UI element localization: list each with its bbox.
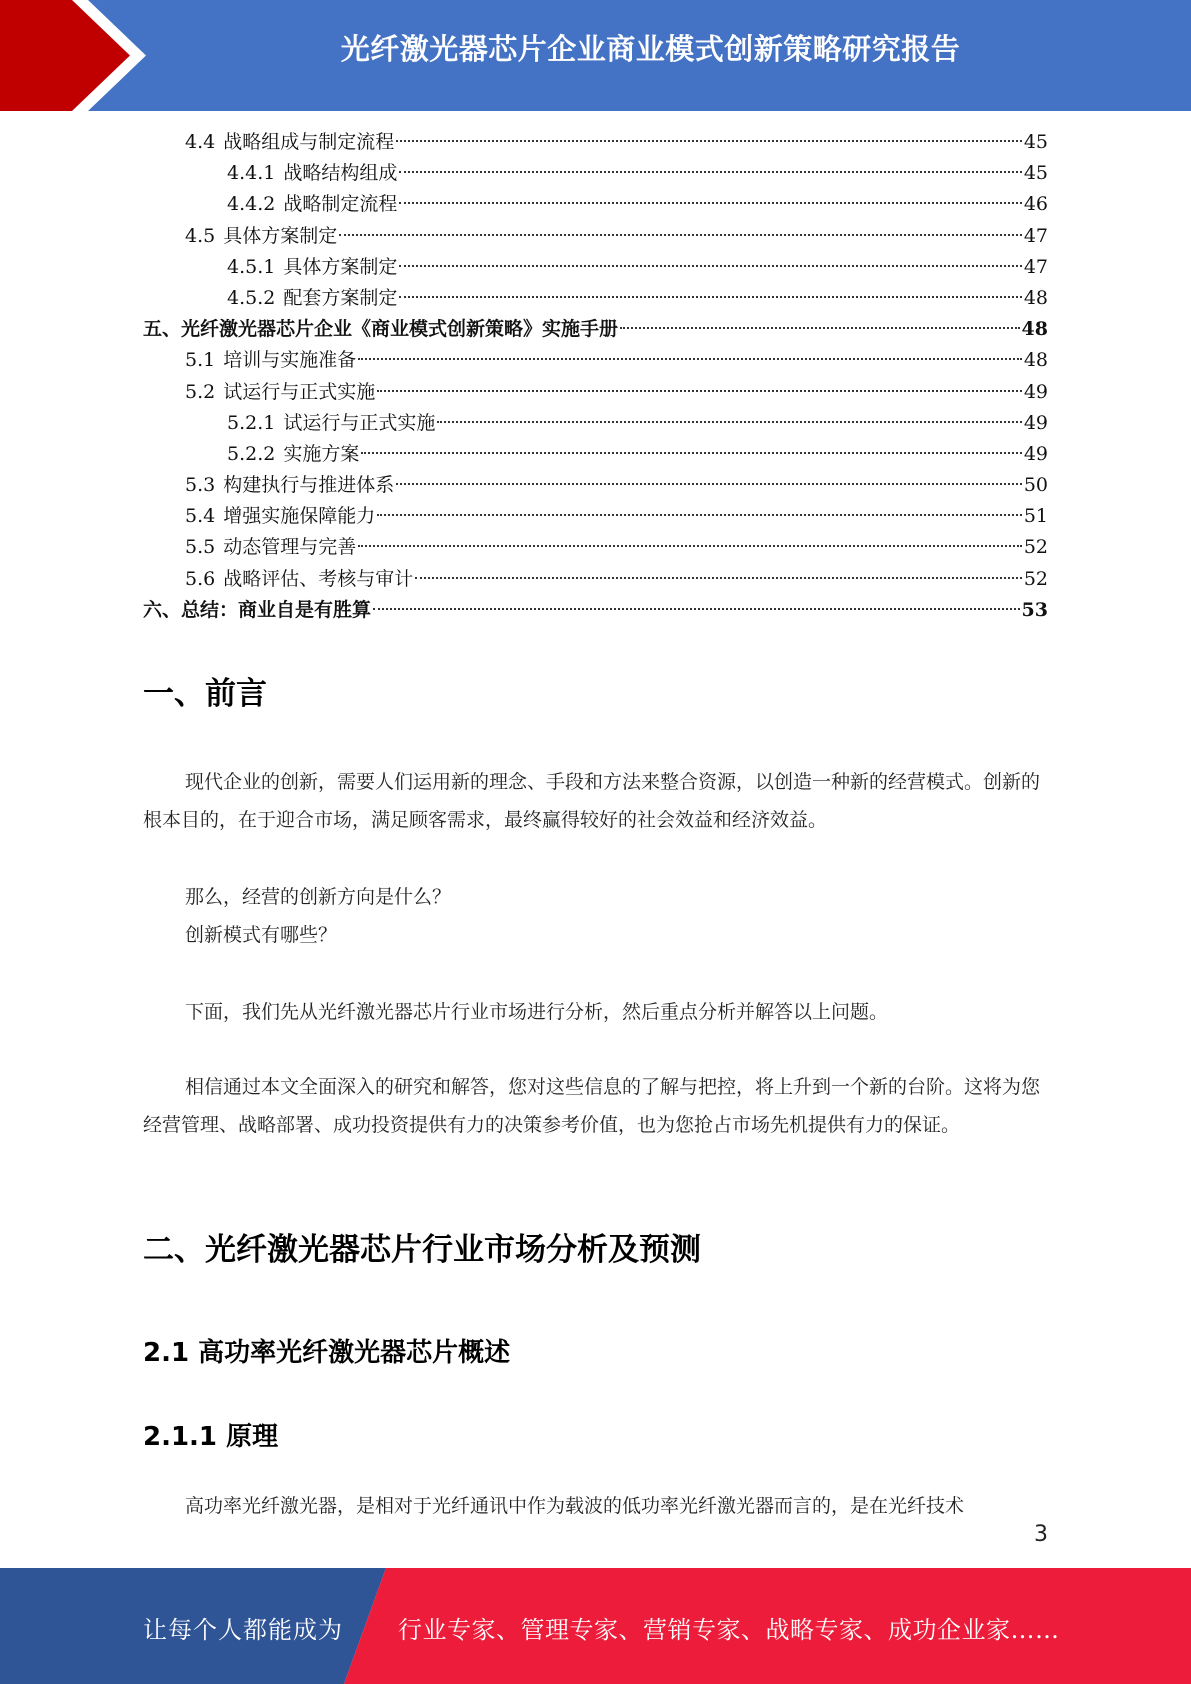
toc-entry-number: 4.4.1 <box>227 162 276 185</box>
toc-entry-page: 45 <box>1023 162 1048 185</box>
toc-entry-page: 48 <box>1023 349 1048 372</box>
toc-entry-number: 5.2 <box>185 380 216 403</box>
section-heading-market-analysis: 二、光纤激光器芯片行业市场分析及预测 <box>143 1232 701 1268</box>
toc-entry-page: 51 <box>1023 505 1048 528</box>
toc-entry-page: 45 <box>1023 131 1048 153</box>
page-footer <box>0 1568 1191 1684</box>
paragraph: 相信通过本文全面深入的研究和解答，您对这些信息的了解与把控，将上升到一个新的台阶。这将为您经营管理、战略部署、成功投资提供有力的决策参考价值，也为您抢占市场先机提供有力的保证。 <box>143 1076 1041 1136</box>
toc-entry-text: 具体方案制定 <box>223 224 338 247</box>
toc-entry[interactable] <box>143 377 1048 408</box>
table-of-contents <box>143 127 1048 626</box>
toc-entry-page: 46 <box>1023 193 1048 216</box>
toc-entry-page: 47 <box>1023 224 1048 247</box>
toc-entry-number: 5.2.2 <box>227 442 276 465</box>
toc-entry-page: 52 <box>1023 567 1048 590</box>
footer-slogan-right: 行业专家、管理专家、营销专家、战略专家、成功企业家…… <box>398 1616 1060 1644</box>
toc-entry-number: 5.4 <box>185 505 216 528</box>
toc-leader-dots <box>620 327 1020 329</box>
toc-entry-label <box>227 439 359 470</box>
header-chevron-decoration <box>0 0 160 111</box>
toc-entry-number: 5.6 <box>185 567 216 590</box>
toc-entry[interactable] <box>143 158 1048 189</box>
toc-leader-dots <box>399 171 1021 173</box>
toc-entry-label <box>185 470 394 501</box>
toc-entry-text: 战略结构组成 <box>283 162 398 185</box>
toc-entry[interactable] <box>143 221 1048 252</box>
toc-leader-dots <box>396 483 1022 485</box>
toc-entry-label <box>185 127 394 158</box>
toc-entry-page: 49 <box>1023 411 1048 434</box>
toc-entry[interactable] <box>143 345 1048 376</box>
toc-entry[interactable] <box>143 314 1048 345</box>
toc-entry-number: 5.2.1 <box>227 411 276 434</box>
toc-leader-dots <box>373 608 1020 610</box>
toc-entry-label <box>185 501 375 532</box>
toc-entry-text: 具体方案制定 <box>283 255 398 278</box>
toc-entry-page: 47 <box>1023 255 1048 278</box>
toc-entry[interactable] <box>143 532 1048 563</box>
toc-entry-label <box>185 532 356 563</box>
toc-entry[interactable] <box>143 564 1048 595</box>
toc-entry-page: 52 <box>1023 536 1048 559</box>
toc-entry-text: 战略组成与制定流程 <box>223 131 395 153</box>
toc-entry-number: 4.5 <box>185 224 216 247</box>
toc-entry-page: 49 <box>1023 442 1048 465</box>
paragraph: 现代企业的创新，需要人们运用新的理念、手段和方法来整合资源，以创造一种新的经营模式。创新的根本目的，在于迎合市场，满足顾客需求，最终赢得较好的社会效益和经济效益。 <box>143 771 1041 831</box>
toc-entry-number: 4.5.2 <box>227 286 276 309</box>
toc-entry-page: 49 <box>1023 380 1048 403</box>
toc-leader-dots <box>377 514 1022 516</box>
toc-entry-text: 培训与实施准备 <box>223 349 357 372</box>
toc-entry[interactable] <box>143 439 1048 470</box>
toc-entry-label <box>185 377 375 408</box>
toc-leader-dots <box>358 358 1022 360</box>
toc-entry[interactable] <box>143 127 1048 158</box>
toc-leader-dots <box>399 202 1021 204</box>
toc-entry[interactable] <box>143 595 1048 626</box>
toc-entry-number: 4.4 <box>185 131 216 153</box>
toc-entry-label <box>143 314 618 345</box>
toc-entry-number: 5.3 <box>185 474 216 497</box>
toc-entry-text: 五、光纤激光器芯片企业《商业模式创新策略》实施手册 <box>143 318 619 341</box>
toc-entry[interactable] <box>143 501 1048 532</box>
paragraph-question: 那么，经营的创新方向是什么？ <box>185 886 452 908</box>
toc-entry-page: 53 <box>1021 598 1048 621</box>
toc-leader-dots <box>399 265 1021 267</box>
subsection-heading: 2.1.1 原理 <box>143 1422 279 1452</box>
toc-entry[interactable] <box>143 283 1048 314</box>
toc-entry-text: 增强实施保障能力 <box>223 505 376 528</box>
toc-leader-dots <box>396 140 1022 142</box>
toc-leader-dots <box>361 452 1021 454</box>
toc-entry-label <box>185 564 413 595</box>
toc-leader-dots <box>415 577 1022 579</box>
toc-entry-text: 战略制定流程 <box>283 193 398 216</box>
toc-entry[interactable] <box>143 252 1048 283</box>
toc-entry-page: 48 <box>1021 318 1048 341</box>
toc-entry-text: 动态管理与完善 <box>223 536 357 559</box>
toc-entry[interactable] <box>143 470 1048 501</box>
toc-entry-label <box>227 252 397 283</box>
subsection-heading: 2.1 高功率光纤激光器芯片概述 <box>143 1338 511 1368</box>
toc-leader-dots <box>377 390 1022 392</box>
toc-entry-text: 实施方案 <box>283 442 360 465</box>
toc-leader-dots <box>339 234 1022 236</box>
page-header <box>0 0 1191 111</box>
toc-entry-label <box>185 345 356 376</box>
toc-entry-text: 战略评估、考核与审计 <box>223 567 414 590</box>
footer-slogan-left: 让每个人都能成为 <box>143 1616 343 1644</box>
paragraph: 下面，我们先从光纤激光器芯片行业市场进行分析，然后重点分析并解答以上问题。 <box>185 1001 889 1023</box>
paragraph-question: 创新模式有哪些？ <box>185 924 338 946</box>
toc-entry-label <box>227 189 397 220</box>
page-number: 3 <box>1034 1522 1048 1547</box>
toc-entry-text: 试运行与正式实施 <box>283 411 436 434</box>
toc-entry-number: 5.5 <box>185 536 216 559</box>
toc-entry-label <box>227 158 397 189</box>
toc-entry-text: 构建执行与推进体系 <box>223 474 395 497</box>
toc-entry-label <box>227 408 435 439</box>
toc-entry-number: 4.4.2 <box>227 193 276 216</box>
toc-entry-text: 六、总结：商业自是有胜算 <box>143 598 372 621</box>
toc-entry-number: 5.1 <box>185 349 216 372</box>
report-title: 光纤激光器芯片企业商业模式创新策略研究报告 <box>340 32 961 66</box>
toc-entry[interactable] <box>143 189 1048 220</box>
section-heading-preface: 一、前言 <box>143 676 267 712</box>
toc-entry-text: 配套方案制定 <box>283 286 398 309</box>
toc-entry-label <box>227 283 397 314</box>
toc-entry-page: 50 <box>1023 474 1048 497</box>
toc-entry-page: 48 <box>1023 286 1048 309</box>
toc-entry-number: 4.5.1 <box>227 255 276 278</box>
toc-entry-label <box>185 221 337 252</box>
toc-leader-dots <box>358 545 1022 547</box>
paragraph: 高功率光纤激光器，是相对于光纤通讯中作为载波的低功率光纤激光器而言的，是在光纤技术 <box>185 1495 965 1517</box>
toc-entry-text: 试运行与正式实施 <box>223 380 376 403</box>
toc-entry-label <box>143 595 371 626</box>
toc-leader-dots <box>399 296 1021 298</box>
toc-leader-dots <box>437 421 1021 423</box>
toc-entry[interactable] <box>143 408 1048 439</box>
